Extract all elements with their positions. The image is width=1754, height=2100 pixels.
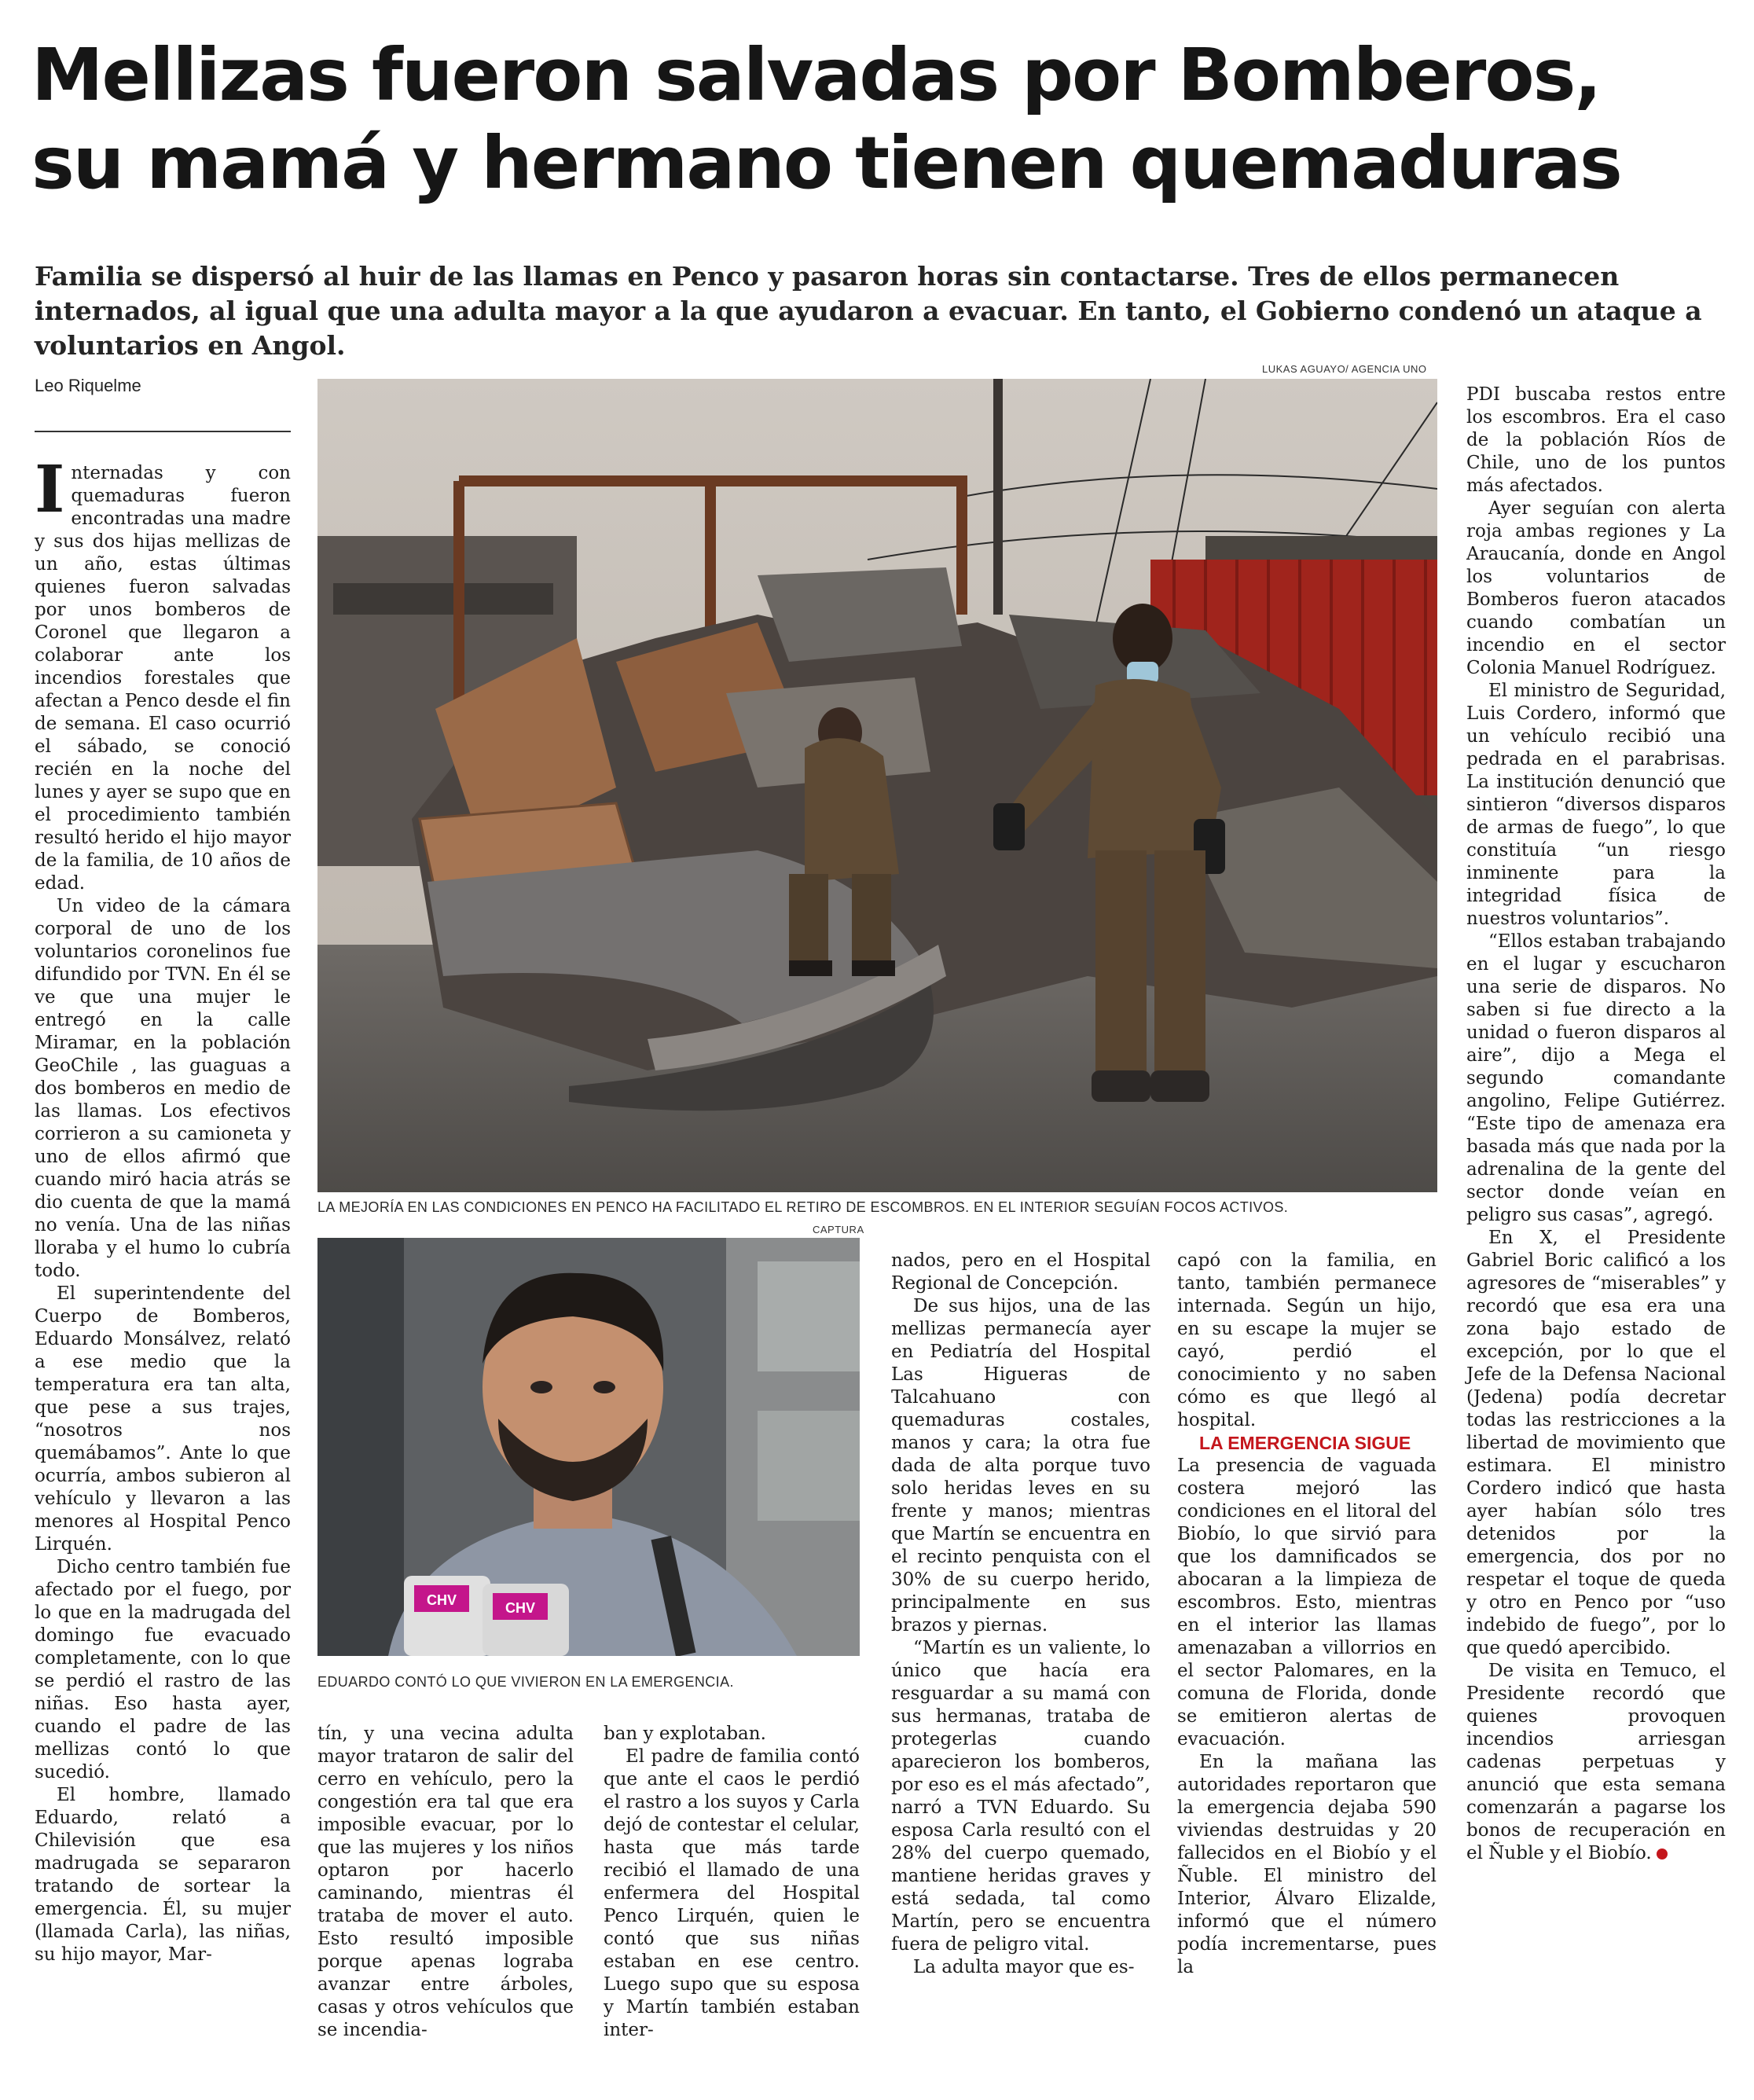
paragraph-text: De visita en Temuco, el Presidente recordó que quienes provoquen incendios arriesgan cadenas perpetuas y anunció que esta semana comenzarán a pagarse los bonos de recuperación en el Ñuble y el Biobío. [1466, 1661, 1726, 1863]
paragraph: El hombre, llamado Eduardo, relató a Chilevisión que esa madrugada se separaron tratando de sortear la emergencia. Él, su mujer (llamada Carla), las niñas, su hijo mayor, Mar- [35, 1785, 291, 1965]
headline [31, 31, 1729, 207]
paragraph: tín, y una vecina adulta mayor trataron de salir del cerro en vehículo, pero la congestión era tal que era imposible evacuar, por lo que las mujeres y los niños optaron por hacerlo caminando, mientras él trataba de mover el auto. Esto resultó imposible porque apenas lograba avanzar entre árboles, casas y otros vehículos que se incendia- [317, 1724, 574, 2040]
subhead: Familia se dispersó al huir de las llamas en Penco y pasaron horas sin contactarse. Tres de ellos permanecen internados, al igual que una adulta mayor a la que ayudaron a evacuar. En tanto, el Gobierno condenó un ataque a voluntarios en Angol. [35, 261, 1702, 361]
article-column-6 [1466, 384, 1726, 1865]
mic-logo-2: CHV [505, 1600, 536, 1616]
drop-cap: I [35, 452, 65, 527]
paragraph [35, 452, 291, 895]
headline-line-2: su mamá y hermano tienen quemaduras [31, 121, 1621, 205]
byline-divider [35, 431, 291, 432]
paragraph: En X, el Presidente Gabriel Boric calificó a los agresores de “miserables” y recordó que esa era una zona bajo estado de excepción, por lo que el Jefe de la Defensa Nacional (Jedena) podía decretar todas las restricciones a la libertad de movimiento que estimara. El ministro Cordero indicó que hasta ayer habían sólo tres detenidos por la emergencia, dos por no respetar el toque de queda y otro en Penco por “uso indebido de fuego”, por lo que quedó apercibido. [1466, 1228, 1726, 1658]
section-heading: LA EMERGENCIA SIGUE [1199, 1433, 1411, 1453]
paragraph: El padre de familia contó que ante el caos le perdió el rastro a los suyos y Carla dejó de contestar el celular, hasta que más tarde recibió el llamado de una enfermera del Hospital Penco Lirquén, quien le contó que sus niñas estaban en ese centro. Luego supo que su esposa y Martín también estaban inter- [604, 1746, 860, 2040]
paragraph: La adulta mayor que es- [913, 1957, 1135, 1977]
main-photo-caption: LA MEJORÍA EN LAS CONDICIONES EN PENCO HA FACILITADO EL RETIRO DE ESCOMBROS. EN EL INTERIOR SEGUÍAN FOCOS ACTIVOS. [317, 1199, 1289, 1215]
paragraph: capó con la familia, en tanto, también permanece internada. Según un hijo, en su escape la mujer se cayó, perdió el conocimiento y no saben cómo es que llegó al hospital. [1177, 1250, 1437, 1430]
paragraph: PDI buscaba restos entre los escombros. Era el caso de la población Ríos de Chile, uno de los puntos más afectados. [1466, 384, 1726, 496]
mic-logo-1: CHV [426, 1592, 457, 1608]
main-photo [317, 379, 1437, 1192]
article-column-4 [891, 1250, 1150, 1979]
paragraph: La presencia de vaguada costera mejoró las condiciones en el litoral del Biobío, lo que sirvió para que los damnificados se abocaran a la limpieza de escombros. Esto, mientras en el interior las llamas amenazaban a villorrios en el sector Palomares, en la comuna de Florida, donde se emitieron alertas de evacuación. [1177, 1456, 1437, 1749]
second-photo-credit: CAPTURA [813, 1224, 864, 1235]
paragraph: “Martín es un valiente, lo único que hacía era resguardar a su mamá con sus hermanas, trataba de protegerlas cuando aparecieron los bomberos, por eso es el más afectado”, narró a TVN Eduardo. Su esposa Carla resultó con el 28% del cuerpo quemado, mantiene heridas graves y está sedada, tal como Martín, pero se encuentra fuera de peligro vital. [891, 1638, 1150, 1955]
article-column-3 [604, 1723, 860, 2042]
paragraph: Dicho centro también fue afectado por el fuego, por lo que en la madrugada del domingo fue evacuado completamente, con lo que se perdió el rastro de las niñas. Eso hasta ayer, cuando el padre de las mellizas contó lo que sucedió. [35, 1557, 291, 1782]
second-photo [317, 1238, 860, 1656]
main-photo-credit: LUKAS AGUAYO/ AGENCIA UNO [1262, 363, 1427, 375]
paragraph [1466, 1660, 1726, 1865]
second-photo-caption: EDUARDO CONTÓ LO QUE VIVIERON EN LA EMERGENCIA. [317, 1674, 734, 1690]
paragraph: Ayer seguían con alerta roja ambas regiones y La Araucanía, donde en Angol los voluntarios de Bomberos fueron atacados cuando combatían un incendio en el sector Colonia Manuel Rodríguez. [1466, 498, 1726, 678]
paragraph: El superintendente del Cuerpo de Bomberos, Eduardo Monsálvez, relató a ese medio que la temperatura era tan alta, que pese a sus trajes, “nosotros nos quemábamos”. Ante lo que ocurría, ambos subieron al vehículo y llevaron a las menores al Hospital Penco Lirquén. [35, 1283, 291, 1555]
second-photo-image [317, 1238, 860, 1656]
paragraph: De sus hijos, una de las mellizas permanecía ayer en Pediatría del Hospital Las Higueras de Talcahuano con quemaduras costales, manos y cara; la otra fue dada de alta porque tuvo solo heridas leves en su frente y manos; mientras que Martín se encuentra en el recinto penquista con el 30% de su cuerpo herido, principalmente en sus brazos y piernas. [891, 1296, 1150, 1636]
paragraph: En la mañana las autoridades reportaron que la emergencia dejaba 590 viviendas destruidas y 20 fallecidos en el Biobío y el Ñuble. El ministro del Interior, Álvaro Elizalde, informó que el número podía incrementarse, pues la [1177, 1752, 1437, 1977]
byline: Leo Riquelme [35, 376, 141, 395]
paragraph: El ministro de Seguridad, Luis Cordero, informó que un vehículo recibió una pedrada en el parabrisas. La institución denunció que sintieron “diversos disparos de armas de fuego”, lo que constituía “un riesgo inminente para la integridad física de nuestros voluntarios”. [1466, 681, 1726, 929]
article-column-2 [317, 1723, 574, 2042]
article-column-5 [1177, 1250, 1437, 1979]
paragraph: ban y explotaban. [604, 1724, 766, 1744]
paragraph: “Ellos estaban trabajando en el lugar y escucharon una serie de disparos. No saben si fue directo a la unidad o fueron disparos al aire”, dijo a Mega el segundo comandante angolino, Felipe Gutiérrez. “Este tipo de amenaza era basada más que nada por la adrenalina de la gente del sector donde veían en peligro sus casas”, agregó. [1466, 931, 1726, 1225]
paragraph: Un video de la cámara corporal de uno de los voluntarios coronelinos fue difundido por TVN. En él se ve que una mujer le entregó en la calle Miramar, en la población GeoChile , las guaguas a dos bomberos en medio de las llamas. Los efectivos corrieron a su camioneta y uno de ellos afirmó que cuando miró hacia atrás se dio cuenta de que la mamá no venía. Una de las niñas lloraba y el humo lo cubría todo. [35, 896, 291, 1281]
article-column-1 [35, 452, 291, 1966]
end-mark-icon [1657, 1849, 1668, 1860]
headline-line-1: Mellizas fueron salvadas por Bomberos, [31, 33, 1601, 117]
main-photo-image [317, 379, 1437, 1192]
paragraph: nados, pero en el Hospital Regional de Concepción. [891, 1250, 1150, 1294]
paragraph-text: nternadas y con quemaduras fueron encontradas una madre y sus dos hijas mellizas de un año, estas últimas quienes fueron salvadas por unos bomberos de Coronel que llegaron a colaborar ante los incendios forestales que afectan a Penco desde el fin de semana. El caso ocurrió el sábado, se conoció recién en la noche del lunes y ayer se supo que en el procedimiento también resultó herido el hijo mayor de la familia, de 10 años de edad. [35, 463, 291, 894]
